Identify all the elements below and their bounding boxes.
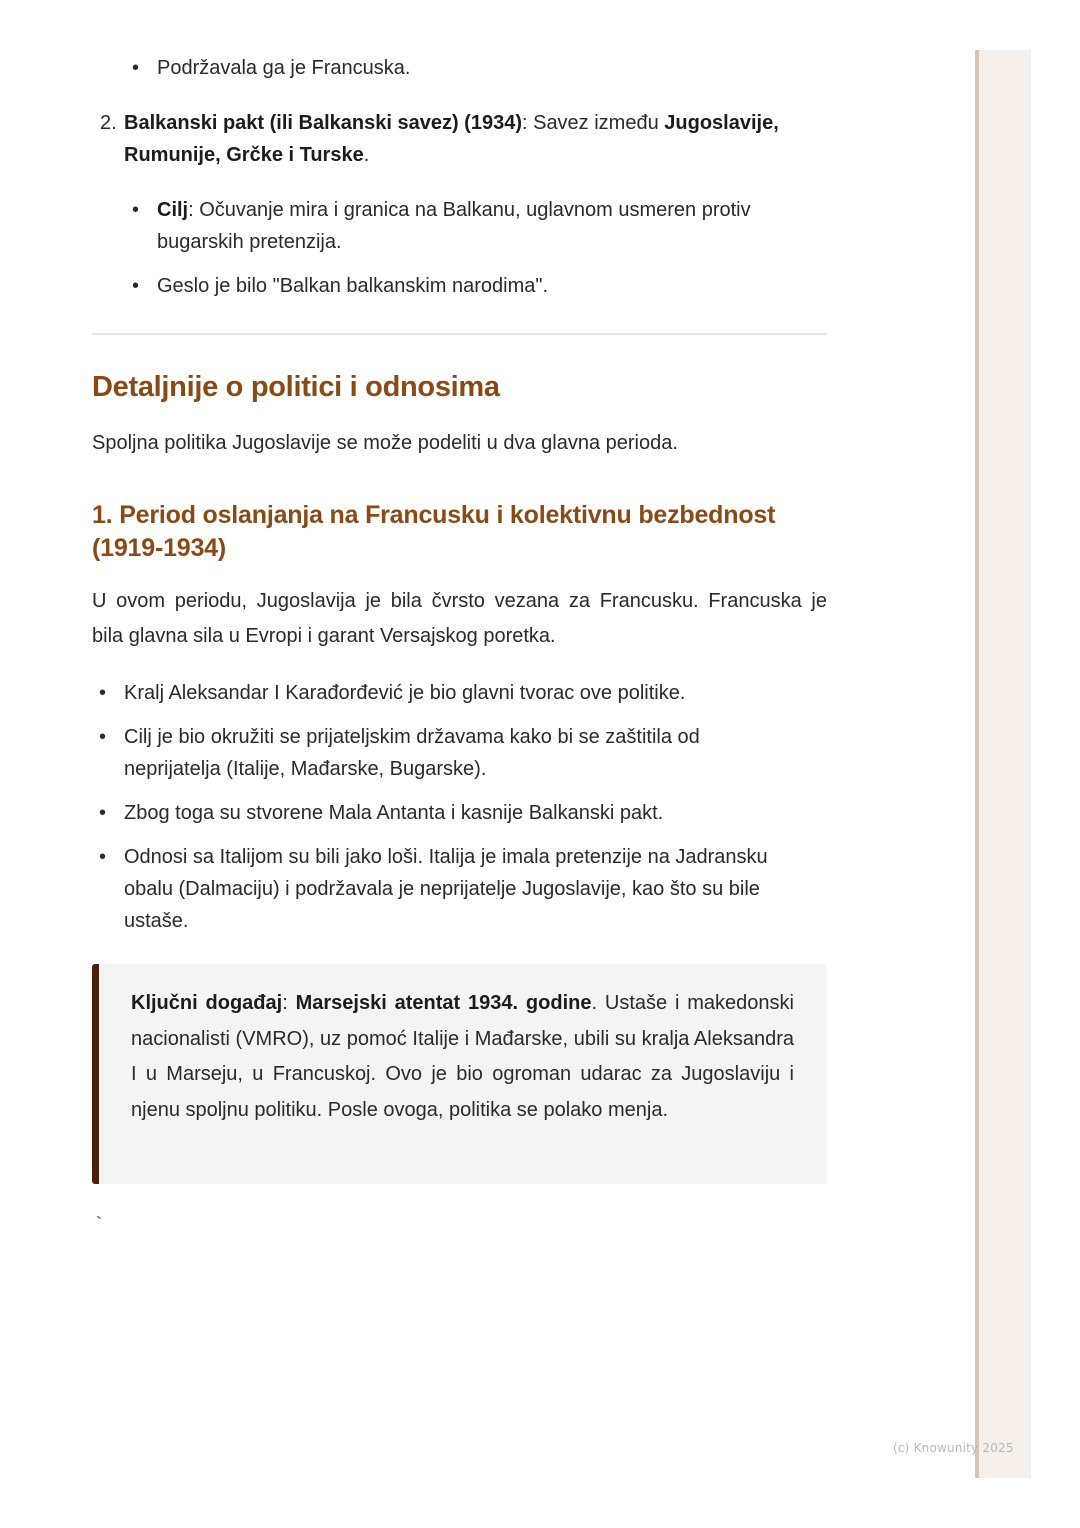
bullet-icon: • — [99, 726, 107, 748]
key-event-callout: Ključni događaj: Marsejski atentat 1934. godine. Ustaše i makedonski nacionalisti (VMRO), uz pomoć Italije i Mađarske, ubili su kralja Aleksandra I u Marseju, u Francuskoj. Ovo je bio ogroman udarac za Jugoslaviju i njenu spoljnu politiku. Posle ovoga, politika se polako menja. — [92, 964, 827, 1184]
list-item: • Cilj: Očuvanje mira i granica na Balkanu, uglavnom usmeren protiv bugarskih pretenzija. — [157, 194, 751, 258]
list-item: • Cilj je bio okružiti se prijateljskim državama kako bi se zaštitila od neprijatelja (Italije, Mađarske, Bugarske). — [124, 721, 700, 785]
list-item: • Podržavala ga je Francuska. — [157, 52, 410, 84]
list-item: • Odnosi sa Italijom su bili jako loši. Italija je imala pretenzije na Jadransku obalu (Dalmaciju) i podržavala je neprijatelje Jugoslavije, kao što su bile ustaše. — [124, 841, 768, 937]
bullet-icon: • — [99, 682, 107, 704]
period1-heading: 1. Period oslanjanja na Francusku i kolektivnu bezbednost (1919-1934) — [92, 501, 776, 562]
divider — [92, 333, 827, 335]
stray-mark: ` — [96, 1214, 102, 1234]
section-intro: Spoljna politika Jugoslavije se može podeliti u dva glavna perioda. — [92, 432, 678, 454]
list-item: • Zbog toga su stvorene Mala Antanta i kasnije Balkanski pakt. — [124, 797, 663, 829]
section-heading: Detaljnije o politici i odnosima — [92, 371, 500, 403]
page-sidebar — [975, 50, 1031, 1478]
list-item: • Kralj Aleksandar I Karađorđević je bio glavni tvorac ove politike. — [124, 677, 685, 709]
bullet-icon: • — [99, 846, 107, 868]
numbered-item-balkan-pact: 2. Balkanski pakt (ili Balkanski savez) (1934): Savez između Jugoslavije, Rumunije, Grčke i Turske. — [100, 112, 779, 166]
bullet-icon: • — [99, 802, 107, 824]
list-item: • Geslo je bilo "Balkan balkanskim narodima". — [157, 270, 548, 302]
bullet-icon: • — [132, 275, 140, 297]
bullet-icon: • — [132, 57, 140, 79]
period1-paragraph: U ovom periodu, Jugoslavija je bila čvrsto vezana za Francusku. Francuska je bila glavna sila u Evropi i garant Versajskog poretka. — [92, 590, 827, 647]
footer-copyright: (c) Knowunity 2025 — [893, 1441, 1014, 1455]
bullet-icon: • — [132, 199, 140, 221]
